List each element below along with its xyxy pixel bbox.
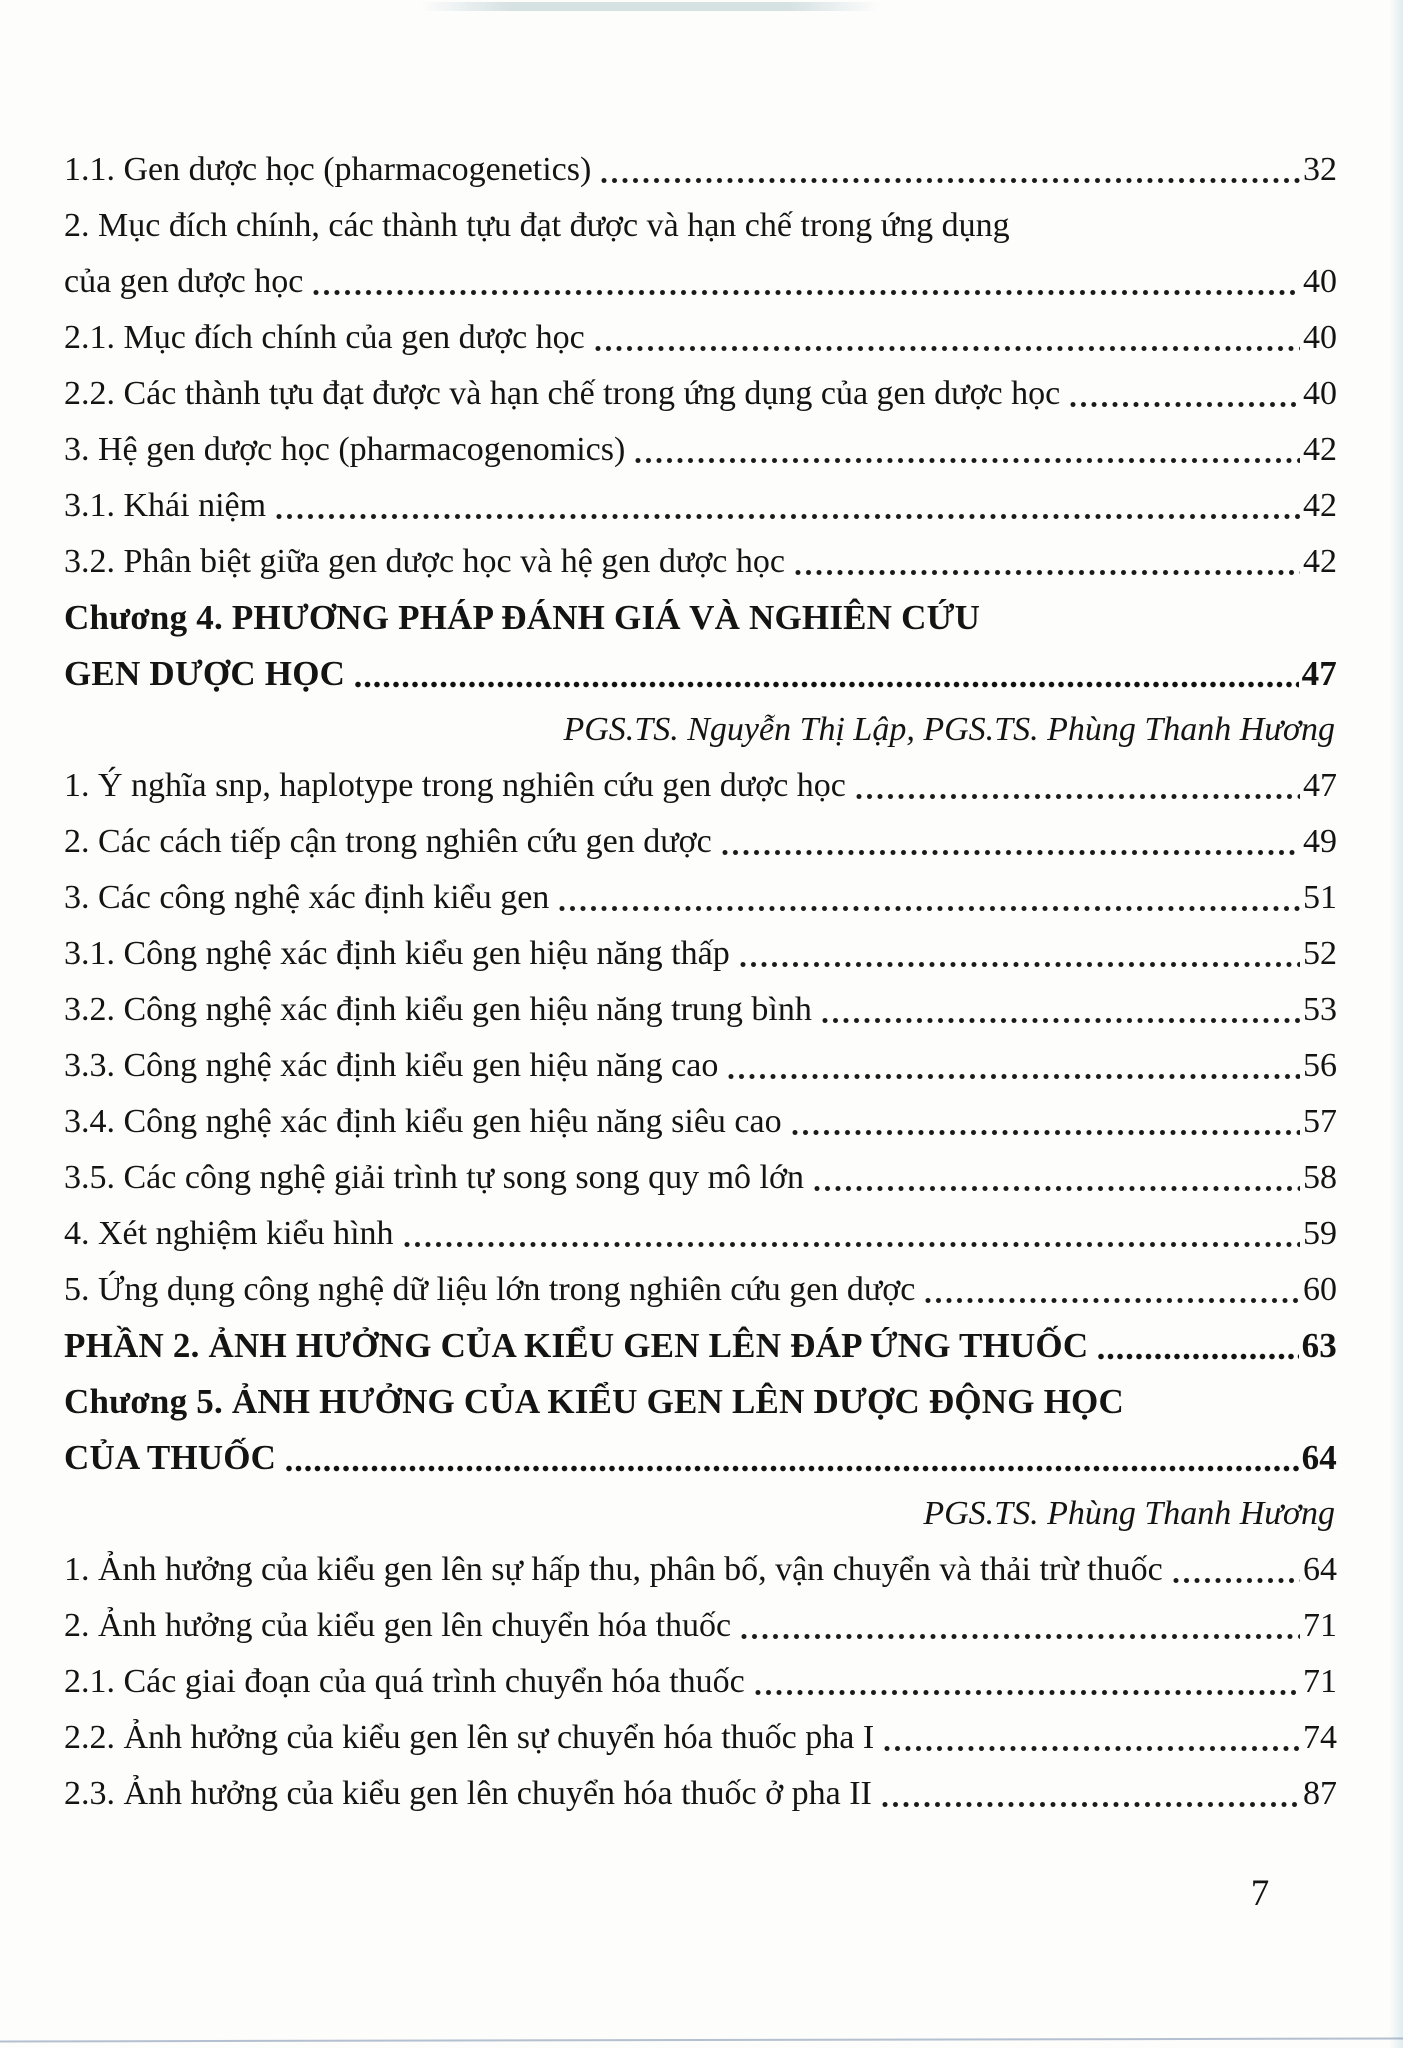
toc-entry-text: CỦA THUỐC xyxy=(64,1438,277,1477)
toc-entry xyxy=(64,758,1337,814)
scan-artifact-right-edge xyxy=(1389,0,1403,2048)
toc-entry-text: 2.1. Mục đích chính của gen dược học xyxy=(64,319,585,356)
toc-page-number: 40 xyxy=(1303,319,1337,356)
toc-entry-text: 2.3. Ảnh hưởng của kiểu gen lên chuyển hóa thuốc ở pha II xyxy=(64,1775,872,1812)
toc-entry xyxy=(64,1038,1337,1094)
toc-page-number: 64 xyxy=(1301,1438,1337,1477)
dot-leader xyxy=(822,1016,1300,1025)
scan-artifact-bottom xyxy=(0,2038,1403,2043)
toc-entry-text: Chương 4. PHƯƠNG PHÁP ĐÁNH GIÁ VÀ NGHIÊN CỨU xyxy=(64,598,981,637)
author-line: PGS.TS. Nguyễn Thị Lập, PGS.TS. Phùng Thanh Hương xyxy=(563,711,1335,748)
toc-entry xyxy=(64,422,1337,478)
toc-entry-text: 2. Mục đích chính, các thành tựu đạt được và hạn chế trong ứng dụng xyxy=(64,207,1010,244)
dot-leader xyxy=(882,1800,1300,1809)
toc-page-number: 57 xyxy=(1303,1103,1337,1140)
toc-entry-continued xyxy=(64,590,1337,646)
toc-entry xyxy=(64,534,1337,590)
toc-page-number: 47 xyxy=(1301,654,1337,693)
author-line: PGS.TS. Phùng Thanh Hương xyxy=(923,1495,1335,1532)
dot-leader xyxy=(741,1632,1300,1641)
dot-leader xyxy=(814,1184,1300,1193)
toc-entry-text: 3. Các công nghệ xác định kiểu gen xyxy=(64,879,550,916)
dot-leader xyxy=(795,568,1300,577)
toc-entry-text: 5. Ứng dụng công nghệ dữ liệu lớn trong nghiên cứu gen dược xyxy=(64,1271,916,1308)
toc-entry-text: 3.1. Khái niệm xyxy=(64,487,267,524)
toc-page-number: 60 xyxy=(1303,1271,1337,1308)
dot-leader xyxy=(856,792,1300,801)
scan-artifact-top xyxy=(420,2,880,11)
toc-entry xyxy=(64,142,1337,198)
toc-entry xyxy=(64,1318,1337,1374)
dot-leader xyxy=(722,848,1300,857)
toc-page-number: 32 xyxy=(1303,151,1337,188)
toc-entry-text: 2.2. Các thành tựu đạt được và hạn chế trong ứng dụng của gen dược học xyxy=(64,375,1061,412)
toc-entry xyxy=(64,478,1337,534)
toc-entry-text: 2. Các cách tiếp cận trong nghiên cứu gen dược xyxy=(64,823,712,860)
toc-entry-text: PHẦN 2. ẢNH HƯỞNG CỦA KIỂU GEN LÊN ĐÁP ỨNG THUỐC xyxy=(64,1326,1089,1365)
toc-page-number: 87 xyxy=(1303,1775,1337,1812)
toc-entry-text: 3.5. Các công nghệ giải trình tự song song quy mô lớn xyxy=(64,1159,804,1196)
toc-page-number: 40 xyxy=(1303,263,1337,300)
toc-entry-text: 3.3. Công nghệ xác định kiểu gen hiệu năng cao xyxy=(64,1047,719,1084)
toc-entry-continued xyxy=(64,198,1337,254)
toc-entry-text: 2.1. Các giai đoạn của quá trình chuyển hóa thuốc xyxy=(64,1663,745,1700)
toc-entry xyxy=(64,1654,1337,1710)
toc-entry-text: 3.2. Công nghệ xác định kiểu gen hiệu năng trung bình xyxy=(64,991,812,1028)
dot-leader xyxy=(1098,1352,1298,1361)
dot-leader xyxy=(601,176,1300,185)
dot-leader xyxy=(355,680,1298,689)
toc-entry xyxy=(64,926,1337,982)
dot-leader xyxy=(755,1688,1300,1697)
dot-leader xyxy=(635,456,1300,465)
toc-entry-text: 1.1. Gen dược học (pharmacogenetics) xyxy=(64,151,592,188)
toc-entry-text: 3.1. Công nghệ xác định kiểu gen hiệu năng thấp xyxy=(64,935,730,972)
toc-entry xyxy=(64,814,1337,870)
toc-entry xyxy=(64,366,1337,422)
toc-entry-text: 4. Xét nghiệm kiểu hình xyxy=(64,1215,394,1252)
dot-leader xyxy=(792,1128,1300,1137)
toc-entry xyxy=(64,646,1337,702)
toc-entry xyxy=(64,870,1337,926)
dot-leader xyxy=(1070,400,1300,409)
toc-page-number: 52 xyxy=(1303,935,1337,972)
dot-leader xyxy=(286,1464,1298,1473)
dot-leader xyxy=(313,288,1300,297)
toc-page-number: 71 xyxy=(1303,1663,1337,1700)
dot-leader xyxy=(559,904,1300,913)
toc-entry-text: GEN DƯỢC HỌC xyxy=(64,654,346,693)
table-of-contents xyxy=(64,142,1337,1822)
toc-entry-continued xyxy=(64,1374,1337,1430)
toc-entry xyxy=(64,1094,1337,1150)
toc-page-number: 53 xyxy=(1303,991,1337,1028)
toc-page-number: 51 xyxy=(1303,879,1337,916)
dot-leader xyxy=(925,1296,1300,1305)
dot-leader xyxy=(728,1072,1300,1081)
toc-entry xyxy=(64,1598,1337,1654)
dot-leader xyxy=(884,1744,1300,1753)
toc-entry xyxy=(64,1206,1337,1262)
toc-page-number: 58 xyxy=(1303,1159,1337,1196)
toc-entry-text: 1. Ý nghĩa snp, haplotype trong nghiên cứu gen dược học xyxy=(64,767,846,804)
dot-leader xyxy=(276,512,1300,521)
toc-entry-text: 2.2. Ảnh hưởng của kiểu gen lên sự chuyển hóa thuốc pha I xyxy=(64,1719,875,1756)
toc-entry xyxy=(64,1766,1337,1822)
toc-page-number: 63 xyxy=(1301,1326,1337,1365)
toc-entry xyxy=(64,1430,1337,1486)
toc-entry-text: 3.4. Công nghệ xác định kiểu gen hiệu năng siêu cao xyxy=(64,1103,782,1140)
dot-leader xyxy=(404,1240,1300,1249)
toc-entry-text: 3. Hệ gen dược học (pharmacogenomics) xyxy=(64,431,626,468)
toc-entry-text: 1. Ảnh hưởng của kiểu gen lên sự hấp thu, phân bố, vận chuyển và thải trừ thuốc xyxy=(64,1551,1163,1588)
toc-entry xyxy=(64,1150,1337,1206)
toc-page-number: 40 xyxy=(1303,375,1337,412)
toc-page-number: 47 xyxy=(1303,767,1337,804)
toc-entry xyxy=(64,982,1337,1038)
dot-leader xyxy=(740,960,1300,969)
dot-leader xyxy=(595,344,1300,353)
toc-page-number: 42 xyxy=(1303,543,1337,580)
footer-page-number: 7 xyxy=(1250,1873,1270,1914)
toc-page-number: 49 xyxy=(1303,823,1337,860)
toc-entry-text: 3.2. Phân biệt giữa gen dược học và hệ gen dược học xyxy=(64,543,785,580)
toc-page-number: 42 xyxy=(1303,431,1337,468)
toc-entry-text: 2. Ảnh hưởng của kiểu gen lên chuyển hóa thuốc xyxy=(64,1607,732,1644)
toc-page-number: 74 xyxy=(1303,1719,1337,1756)
toc-entry xyxy=(64,1542,1337,1598)
toc-entry xyxy=(64,254,1337,310)
toc-entry xyxy=(64,1710,1337,1766)
toc-page-number: 56 xyxy=(1303,1047,1337,1084)
toc-page-number: 64 xyxy=(1303,1551,1337,1588)
toc-entry xyxy=(64,1262,1337,1318)
toc-page-number: 59 xyxy=(1303,1215,1337,1252)
dot-leader xyxy=(1173,1576,1300,1585)
toc-page-number: 71 xyxy=(1303,1607,1337,1644)
toc-entry xyxy=(64,310,1337,366)
toc-entry-text: của gen dược học xyxy=(64,263,304,300)
toc-page-number: 42 xyxy=(1303,487,1337,524)
toc-entry-text: Chương 5. ẢNH HƯỞNG CỦA KIỂU GEN LÊN DƯỢC ĐỘNG HỌC xyxy=(64,1382,1124,1421)
